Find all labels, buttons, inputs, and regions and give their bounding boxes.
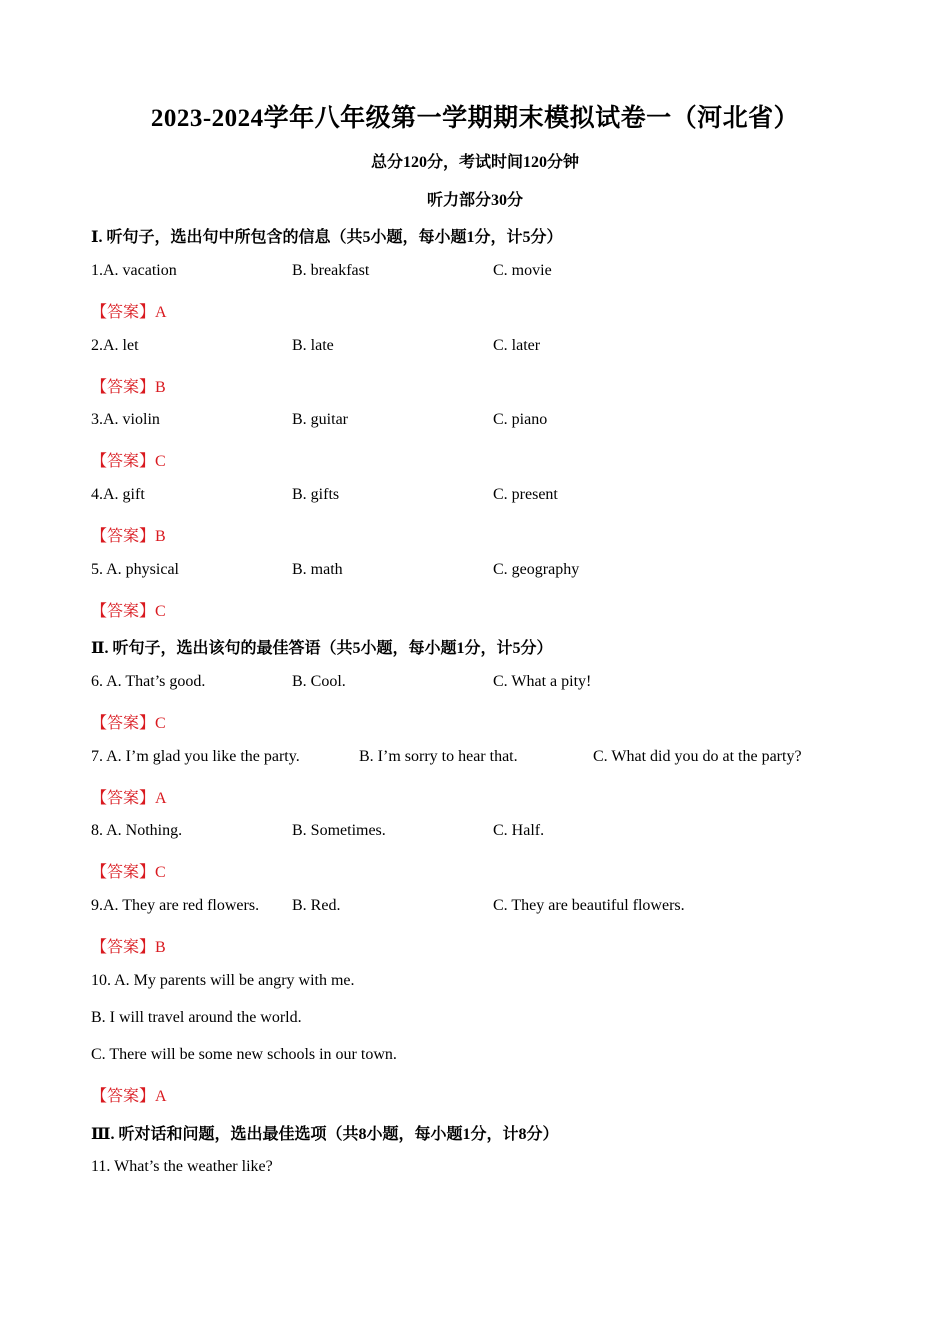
section-1-heading: Ⅰ. 听句子，选出句中所包含的信息（共5小题，每小题1分，计5分） [91, 229, 563, 246]
q8-option-b: B. Sometimes. [292, 822, 386, 839]
q7-option-a: 7. A. I’m glad you like the party. [91, 748, 300, 765]
q9-option-b: B. Red. [292, 897, 341, 914]
q6-option-b: B. Cool. [292, 673, 346, 690]
q6-option-a: 6. A. That’s good. [91, 673, 206, 690]
q3-answer: 【答案】C [91, 453, 166, 470]
q4-option-c: C. present [493, 486, 558, 503]
section-3-heading: Ⅲ. 听对话和问题，选出最佳选项（共8小题，每小题1分，计8分） [91, 1126, 559, 1143]
page-title: 2023-2024学年八年级第一学期期末模拟试卷一（河北省） [150, 105, 800, 132]
q5-option-c: C. geography [493, 561, 580, 578]
q6-option-c: C. What a pity! [493, 673, 592, 690]
q10-option-c: C. There will be some new schools in our town. [91, 1046, 397, 1063]
q1-option-c: C. movie [493, 262, 552, 279]
q8-answer: 【答案】C [91, 864, 166, 881]
q6-answer: 【答案】C [91, 715, 166, 732]
q8-option-a: 8. A. Nothing. [91, 822, 183, 839]
q7-option-b: B. I’m sorry to hear that. [359, 748, 518, 765]
q1-option-b: B. breakfast [292, 262, 370, 279]
q3-option-a: 3.A. violin [91, 411, 160, 428]
q10-option-b: B. I will travel around the world. [91, 1009, 302, 1026]
q2-answer: 【答案】B [91, 379, 166, 396]
q2-option-b: B. late [292, 337, 334, 354]
q4-answer: 【答案】B [91, 528, 166, 545]
q3-option-b: B. guitar [292, 411, 348, 428]
q5-option-b: B. math [292, 561, 343, 578]
q3-option-c: C. piano [493, 411, 548, 428]
section-2-heading: Ⅱ. 听句子，选出该句的最佳答语（共5小题，每小题1分，计5分） [91, 640, 553, 657]
q2-option-a: 2.A. let [91, 337, 139, 354]
q8-option-c: C. Half. [493, 822, 545, 839]
q4-option-b: B. gifts [292, 486, 340, 503]
q9-answer: 【答案】B [91, 939, 166, 956]
q1-option-a: 1.A. vacation [91, 262, 177, 279]
q5-option-a: 5. A. physical [91, 561, 179, 578]
q10-answer: 【答案】A [91, 1088, 167, 1105]
q7-option-c: C. What did you do at the party? [593, 748, 802, 765]
q2-option-c: C. later [493, 337, 541, 354]
q10-option-a: 10. A. My parents will be angry with me. [91, 972, 355, 989]
q9-option-c: C. They are beautiful flowers. [493, 897, 685, 914]
q11-question: 11. What’s the weather like? [91, 1158, 273, 1175]
listening-header: 听力部分30分 [426, 192, 523, 209]
q9-option-a: 9.A. They are red flowers. [91, 897, 260, 914]
q7-answer: 【答案】A [91, 790, 167, 807]
q5-answer: 【答案】C [91, 603, 166, 620]
q4-option-a: 4.A. gift [91, 486, 145, 503]
exam-info: 总分120分，考试时间120分钟 [370, 154, 579, 171]
q1-answer: 【答案】A [91, 304, 167, 321]
